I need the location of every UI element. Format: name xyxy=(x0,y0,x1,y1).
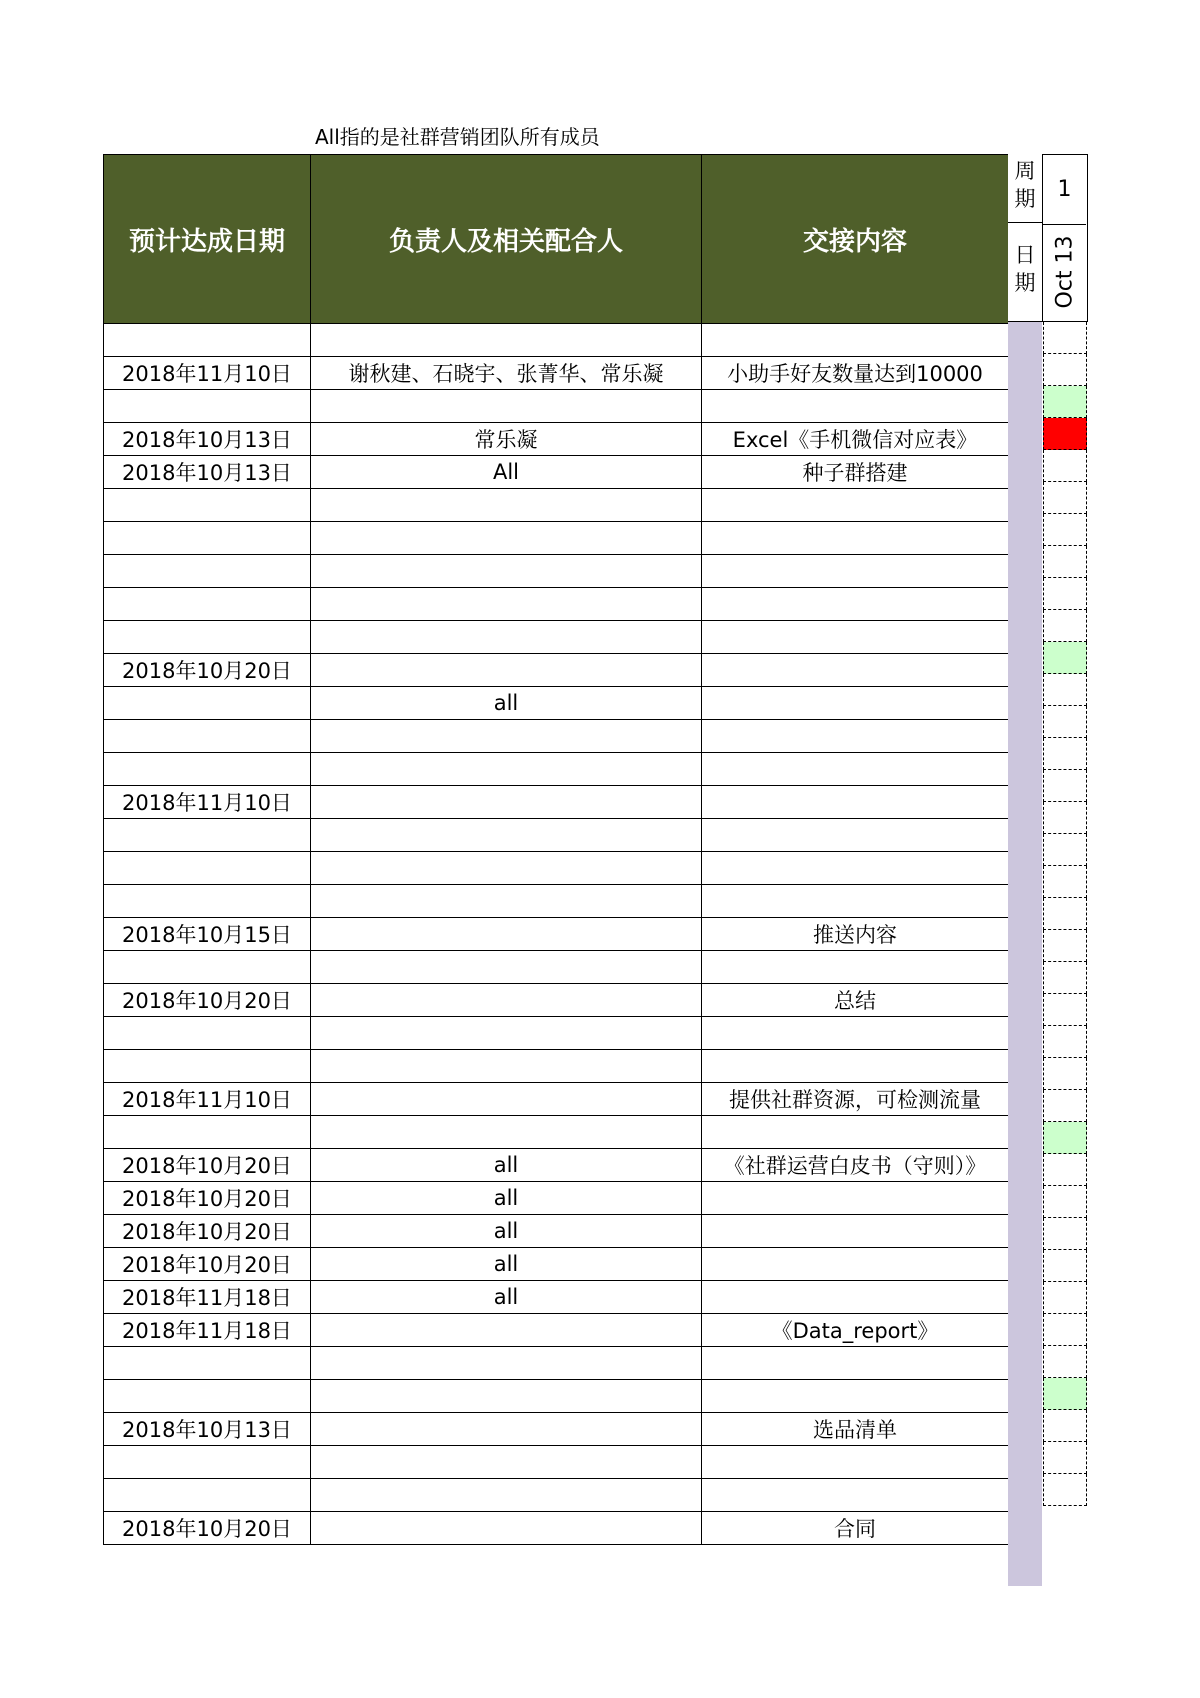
gantt-timeline xyxy=(1042,154,1088,1590)
cell-content[interactable]: 提供社群资源，可检测流量 xyxy=(702,1083,1009,1116)
table-row xyxy=(104,885,1009,918)
cell-content[interactable]: 合同 xyxy=(702,1512,1009,1545)
cell-date[interactable]: 2018年10月20日 xyxy=(104,1182,311,1215)
table-row xyxy=(104,1314,1009,1347)
cell-content[interactable]: 种子群搭建 xyxy=(702,456,1009,489)
cell-owner[interactable] xyxy=(311,1314,702,1347)
cell-content[interactable] xyxy=(702,1479,1009,1512)
cell-content[interactable]: Excel《手机微信对应表》 xyxy=(702,423,1009,456)
timeline-cell[interactable] xyxy=(1043,706,1087,738)
cell-owner[interactable]: all xyxy=(311,1281,702,1314)
table-row xyxy=(104,753,1009,786)
timeline-cell[interactable] xyxy=(1043,418,1087,450)
cell-owner[interactable] xyxy=(311,1446,702,1479)
cell-owner[interactable] xyxy=(311,819,702,852)
cell-owner[interactable] xyxy=(311,918,702,951)
cell-date[interactable] xyxy=(104,687,311,720)
table-row xyxy=(104,1347,1009,1380)
timeline-cell[interactable] xyxy=(1043,514,1087,546)
timeline-cell[interactable] xyxy=(1043,770,1087,802)
cell-date[interactable] xyxy=(104,588,311,621)
table-row xyxy=(104,1281,1009,1314)
timeline-cell[interactable] xyxy=(1043,610,1087,642)
timeline-cell[interactable] xyxy=(1043,962,1087,994)
cell-content[interactable] xyxy=(702,1182,1009,1215)
week-date-cell xyxy=(1043,224,1086,320)
cell-owner[interactable] xyxy=(311,786,702,819)
table-row xyxy=(104,588,1009,621)
cell-content[interactable] xyxy=(702,720,1009,753)
timeline-cell[interactable] xyxy=(1043,546,1087,578)
cell-content[interactable] xyxy=(702,951,1009,984)
cell-content[interactable] xyxy=(702,390,1009,423)
table-row xyxy=(104,1149,1009,1182)
timeline-cell[interactable] xyxy=(1043,1026,1087,1058)
cell-owner[interactable] xyxy=(311,1050,702,1083)
cell-date[interactable]: 2018年11月10日 xyxy=(104,1083,311,1116)
table-row xyxy=(104,786,1009,819)
cell-owner[interactable]: all xyxy=(311,1182,702,1215)
cell-owner[interactable] xyxy=(311,885,702,918)
cell-owner[interactable] xyxy=(311,522,702,555)
cell-owner[interactable] xyxy=(311,654,702,687)
cell-date[interactable]: 2018年10月20日 xyxy=(104,654,311,687)
cell-content[interactable]: 《Data_report》 xyxy=(702,1314,1009,1347)
cell-content[interactable] xyxy=(702,489,1009,522)
timeline-cell[interactable] xyxy=(1043,322,1087,354)
table-row xyxy=(104,423,1009,456)
week-number[interactable]: 1 xyxy=(1043,155,1086,225)
timeline-cell[interactable] xyxy=(1043,482,1087,514)
cell-date[interactable] xyxy=(104,1446,311,1479)
cell-date[interactable] xyxy=(104,555,311,588)
cell-content[interactable] xyxy=(702,324,1009,357)
table-row xyxy=(104,852,1009,885)
cell-content[interactable] xyxy=(702,753,1009,786)
side-label-column xyxy=(1008,154,1042,1586)
table-row xyxy=(104,1380,1009,1413)
cell-owner[interactable]: all xyxy=(311,1248,702,1281)
cell-date[interactable] xyxy=(104,1017,311,1050)
timeline-cell[interactable] xyxy=(1043,930,1087,962)
cell-content[interactable] xyxy=(702,1446,1009,1479)
cell-content[interactable] xyxy=(702,1380,1009,1413)
table-row xyxy=(104,456,1009,489)
timeline-cell[interactable] xyxy=(1043,1314,1087,1346)
date-label-cell xyxy=(1008,223,1042,322)
header-owner[interactable]: 负责人及相关配合人 xyxy=(311,155,702,324)
cell-date[interactable]: 2018年10月13日 xyxy=(104,456,311,489)
timeline-cell[interactable] xyxy=(1043,1058,1087,1090)
timeline-cell[interactable] xyxy=(1043,1218,1087,1250)
cell-content[interactable] xyxy=(702,852,1009,885)
table-row xyxy=(104,390,1009,423)
table-row xyxy=(104,1413,1009,1446)
table-row xyxy=(104,1182,1009,1215)
cell-owner[interactable]: All xyxy=(311,456,702,489)
cell-date[interactable]: 2018年10月15日 xyxy=(104,918,311,951)
cell-owner[interactable]: 常乐凝 xyxy=(311,423,702,456)
cell-content[interactable] xyxy=(702,885,1009,918)
cell-owner[interactable] xyxy=(311,1512,702,1545)
cell-date[interactable] xyxy=(104,522,311,555)
table-row xyxy=(104,1479,1009,1512)
cell-content[interactable] xyxy=(702,1215,1009,1248)
table-row xyxy=(104,1446,1009,1479)
timeline-cell[interactable] xyxy=(1043,866,1087,898)
cell-owner[interactable] xyxy=(311,984,702,1017)
cell-content[interactable] xyxy=(702,1017,1009,1050)
cell-owner[interactable] xyxy=(311,1116,702,1149)
cell-content[interactable] xyxy=(702,819,1009,852)
cell-content[interactable]: 《社群运营白皮书（守则）》 xyxy=(702,1149,1009,1182)
cell-owner[interactable] xyxy=(311,1083,702,1116)
table-row xyxy=(104,1215,1009,1248)
timeline-cell[interactable] xyxy=(1043,1154,1087,1186)
cell-date[interactable]: 2018年10月13日 xyxy=(104,1413,311,1446)
timeline-cell[interactable] xyxy=(1043,1282,1087,1314)
timeline-cell[interactable] xyxy=(1043,1250,1087,1282)
timeline-cell[interactable] xyxy=(1043,642,1087,674)
cell-owner[interactable] xyxy=(311,489,702,522)
timeline-cell[interactable] xyxy=(1043,1378,1087,1410)
week-date[interactable]: Oct 13 xyxy=(1052,235,1077,309)
cycle-label: 周 期 xyxy=(1014,159,1036,211)
cell-owner[interactable]: all xyxy=(311,1149,702,1182)
cell-content[interactable] xyxy=(702,786,1009,819)
cell-date[interactable]: 2018年11月18日 xyxy=(104,1314,311,1347)
cell-owner[interactable] xyxy=(311,588,702,621)
cell-owner[interactable] xyxy=(311,720,702,753)
cell-content[interactable] xyxy=(702,1050,1009,1083)
sheet-note: All指的是社群营销团队所有成员 xyxy=(315,125,600,149)
timeline-cell[interactable] xyxy=(1043,834,1087,866)
table-row xyxy=(104,654,1009,687)
table-row xyxy=(104,1512,1009,1545)
cell-content[interactable]: 小助手好友数量达到10000 xyxy=(702,357,1009,390)
timeline-cell[interactable] xyxy=(1043,1186,1087,1218)
header-content[interactable]: 交接内容 xyxy=(702,155,1009,324)
cell-owner[interactable] xyxy=(311,951,702,984)
cell-content[interactable] xyxy=(702,1248,1009,1281)
table-row xyxy=(104,984,1009,1017)
cell-content[interactable] xyxy=(702,555,1009,588)
cell-content[interactable]: 总结 xyxy=(702,984,1009,1017)
table-row xyxy=(104,621,1009,654)
cell-date[interactable] xyxy=(104,951,311,984)
cell-content[interactable]: 选品清单 xyxy=(702,1413,1009,1446)
timeline-cell[interactable] xyxy=(1043,450,1087,482)
table-row xyxy=(104,687,1009,720)
cell-owner[interactable] xyxy=(311,621,702,654)
cell-date[interactable] xyxy=(104,489,311,522)
cell-date[interactable]: 2018年10月20日 xyxy=(104,984,311,1017)
timeline-cell[interactable] xyxy=(1043,354,1087,386)
table-row xyxy=(104,951,1009,984)
table-row xyxy=(104,1116,1009,1149)
cell-owner[interactable] xyxy=(311,390,702,423)
header-row xyxy=(104,155,1009,324)
cell-date[interactable]: 2018年10月20日 xyxy=(104,1512,311,1545)
cell-content[interactable] xyxy=(702,621,1009,654)
table-row xyxy=(104,489,1009,522)
timeline-cell[interactable] xyxy=(1043,1090,1087,1122)
timeline-cell[interactable] xyxy=(1043,738,1087,770)
timeline-cell[interactable] xyxy=(1043,578,1087,610)
cell-date[interactable]: 2018年10月20日 xyxy=(104,1248,311,1281)
date-label: 日 期 xyxy=(1014,243,1036,295)
cycle-label-cell xyxy=(1008,154,1042,223)
cell-date[interactable]: 2018年10月20日 xyxy=(104,1215,311,1248)
cell-date[interactable] xyxy=(104,1380,311,1413)
side-fill xyxy=(1008,322,1042,1586)
cell-owner[interactable] xyxy=(311,1347,702,1380)
timeline-cell[interactable] xyxy=(1043,898,1087,930)
header-date[interactable]: 预计达成日期 xyxy=(104,155,311,324)
timeline-cells xyxy=(1042,322,1088,1506)
cell-owner[interactable] xyxy=(311,753,702,786)
table-row xyxy=(104,819,1009,852)
timeline-cell[interactable] xyxy=(1043,1410,1087,1442)
cell-owner[interactable]: 谢秋建、石晓宇、张菁华、常乐凝 xyxy=(311,357,702,390)
cell-owner[interactable] xyxy=(311,324,702,357)
cell-owner[interactable] xyxy=(311,1479,702,1512)
cell-date[interactable]: 2018年11月18日 xyxy=(104,1281,311,1314)
table-body xyxy=(104,324,1009,1545)
cell-content[interactable] xyxy=(702,588,1009,621)
cell-content[interactable] xyxy=(702,654,1009,687)
cell-content[interactable] xyxy=(702,1347,1009,1380)
cell-date[interactable]: 2018年10月20日 xyxy=(104,1149,311,1182)
table-row xyxy=(104,720,1009,753)
cell-content[interactable] xyxy=(702,522,1009,555)
cell-owner[interactable] xyxy=(311,1380,702,1413)
table-row xyxy=(104,1248,1009,1281)
cell-date[interactable] xyxy=(104,1050,311,1083)
handover-table xyxy=(103,154,1009,1545)
cell-content[interactable] xyxy=(702,1116,1009,1149)
cell-content[interactable] xyxy=(702,687,1009,720)
cell-date[interactable] xyxy=(104,390,311,423)
timeline-cell[interactable] xyxy=(1043,1346,1087,1378)
timeline-cell[interactable] xyxy=(1043,994,1087,1026)
timeline-cell[interactable] xyxy=(1043,1474,1087,1506)
cell-owner[interactable] xyxy=(311,1413,702,1446)
cell-date[interactable] xyxy=(104,885,311,918)
table-row xyxy=(104,918,1009,951)
cell-owner[interactable]: all xyxy=(311,687,702,720)
cell-owner[interactable]: all xyxy=(311,1215,702,1248)
table-row xyxy=(104,1083,1009,1116)
table-row xyxy=(104,357,1009,390)
timeline-cell[interactable] xyxy=(1043,802,1087,834)
table-row xyxy=(104,555,1009,588)
cell-date[interactable] xyxy=(104,819,311,852)
cell-date[interactable]: 2018年10月13日 xyxy=(104,423,311,456)
cell-content[interactable] xyxy=(702,1281,1009,1314)
cell-date[interactable] xyxy=(104,852,311,885)
cell-content[interactable]: 推送内容 xyxy=(702,918,1009,951)
cell-date[interactable] xyxy=(104,720,311,753)
timeline-header xyxy=(1042,154,1088,322)
timeline-cell[interactable] xyxy=(1043,674,1087,706)
cell-date[interactable] xyxy=(104,1347,311,1380)
cell-owner[interactable] xyxy=(311,1017,702,1050)
table-row xyxy=(104,324,1009,357)
table-row xyxy=(104,522,1009,555)
cell-date[interactable] xyxy=(104,753,311,786)
table-row xyxy=(104,1017,1009,1050)
table-row xyxy=(104,1050,1009,1083)
timeline-cell[interactable] xyxy=(1043,1442,1087,1474)
timeline-cell[interactable] xyxy=(1043,386,1087,418)
cell-date[interactable]: 2018年11月10日 xyxy=(104,786,311,819)
cell-date[interactable] xyxy=(104,621,311,654)
cell-date[interactable] xyxy=(104,1479,311,1512)
cell-date[interactable] xyxy=(104,324,311,357)
cell-date[interactable]: 2018年11月10日 xyxy=(104,357,311,390)
cell-date[interactable] xyxy=(104,1116,311,1149)
cell-owner[interactable] xyxy=(311,555,702,588)
timeline-cell[interactable] xyxy=(1043,1122,1087,1154)
cell-owner[interactable] xyxy=(311,852,702,885)
